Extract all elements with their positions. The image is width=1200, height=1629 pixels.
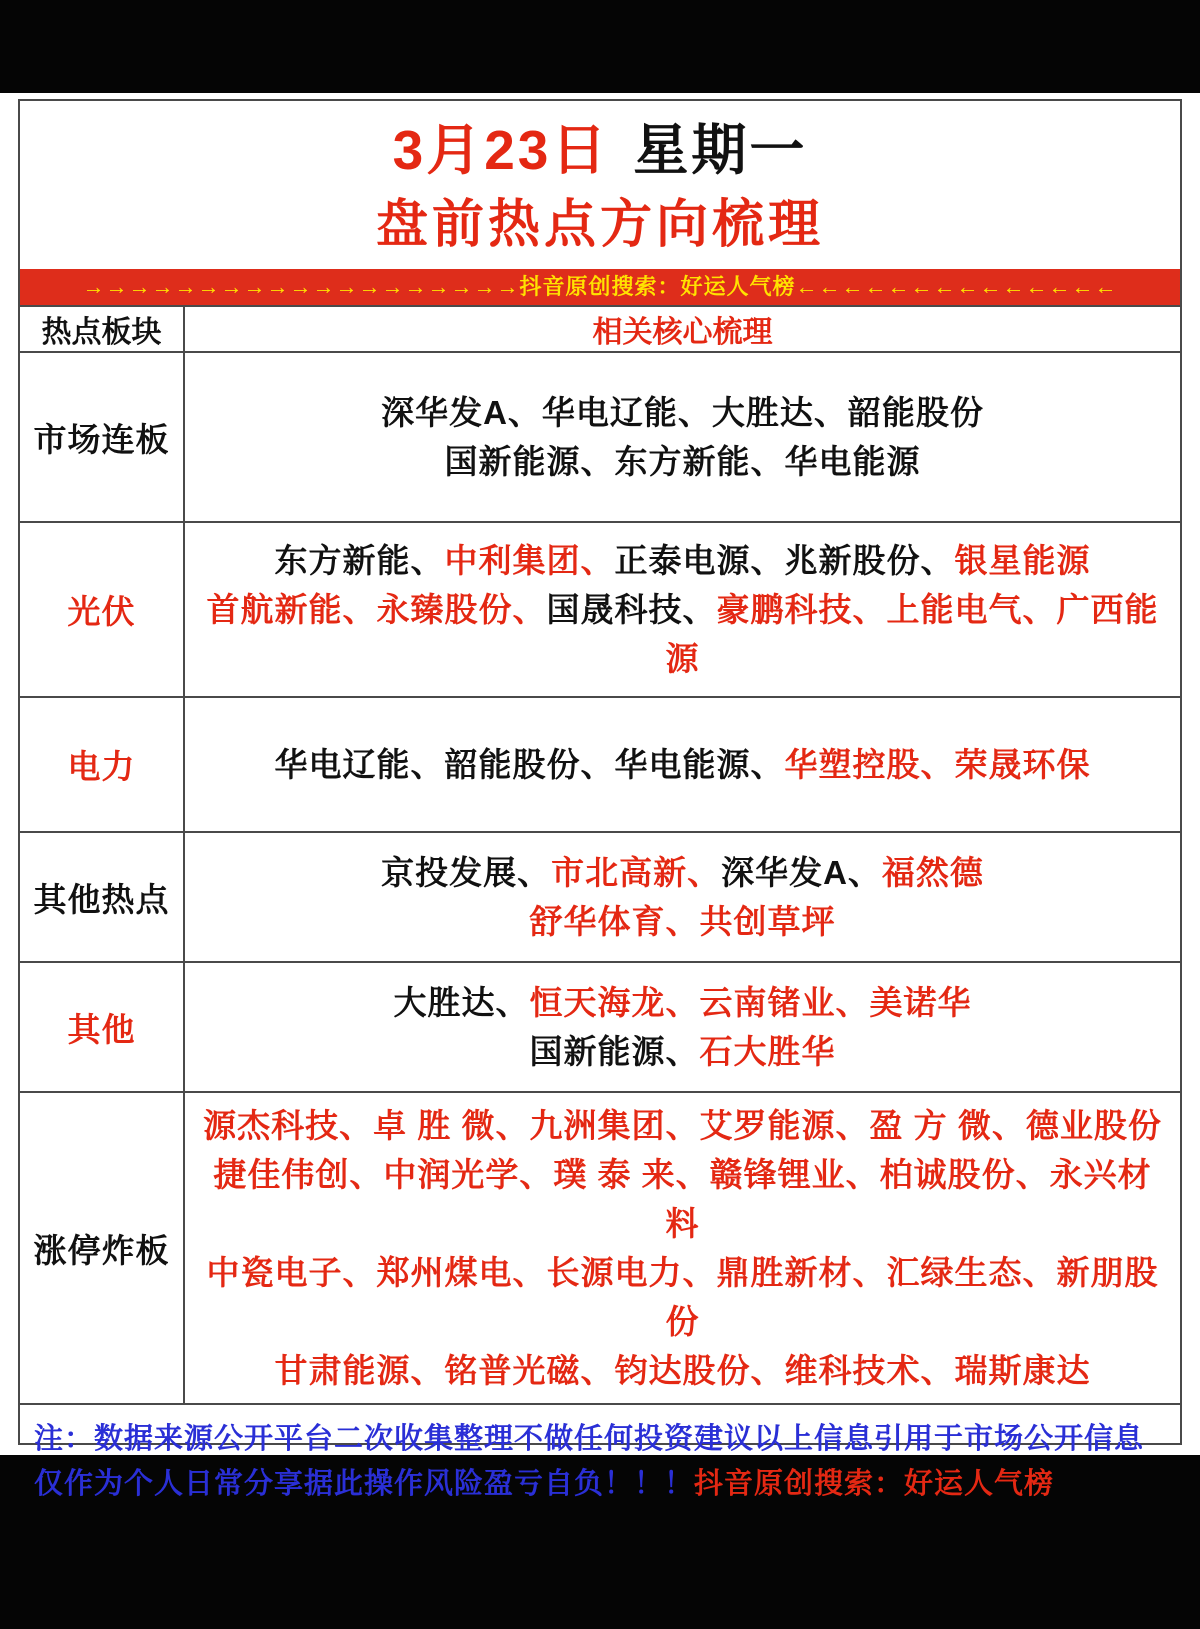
disclaimer-note: [20, 1403, 1180, 1515]
content-line: [381, 848, 984, 897]
content-line: [199, 585, 1166, 683]
table-row: [20, 351, 1180, 521]
stock-names: 京投发展、: [381, 854, 552, 891]
stock-names: 国晟科技、: [546, 591, 717, 628]
stock-names: 大胜达、: [393, 984, 530, 1021]
table-row: [20, 961, 1180, 1091]
banner-right-arrows: ←←←←←←←←←←←←←←: [795, 274, 1118, 299]
table-row: [20, 1091, 1180, 1403]
table-row: [20, 696, 1180, 831]
content-line: [445, 437, 921, 486]
note-segment: 注：数据来源公开平台二次收集整理不做任何投资建议以上信息引用于市场公开信息仅作为个人日常分享据此操作风险盈亏自负！！！: [34, 1423, 1145, 1500]
stock-names: 中利集团、: [444, 542, 615, 579]
content-card: [0, 93, 1200, 1500]
content-line: [394, 978, 972, 1027]
stock-names: 国新能源、东方新能、华电能源: [444, 443, 921, 480]
table-header: [20, 305, 1180, 351]
row-content: [185, 353, 1180, 521]
stock-names: 市北高新、: [551, 854, 722, 891]
title-date: 3月23日: [392, 119, 610, 181]
content-line: [199, 1150, 1166, 1248]
stock-names: 深华发A、华电辽能、大胜达、韶能股份: [381, 394, 984, 431]
row-content: [185, 1093, 1180, 1403]
page-title: [20, 119, 1180, 181]
row-label: 其他热点: [20, 833, 185, 961]
header-summary-col: 相关核心梳理: [592, 316, 773, 349]
row-label: 涨停炸板: [20, 1093, 185, 1403]
banner: [20, 269, 1180, 305]
stock-names: 华塑控股、荣晟环保: [784, 746, 1091, 783]
row-content: [185, 698, 1180, 831]
stock-names: 正泰电源、兆新股份、: [614, 542, 955, 579]
row-label: 电力: [20, 698, 185, 831]
banner-text: 抖音原创搜索：好运人气榜: [519, 274, 796, 299]
stock-names: 福然德: [881, 854, 984, 891]
stock-names: 舒华体育、共创草坪: [529, 903, 836, 940]
table-row: [20, 521, 1180, 696]
stock-names: 石大胜华: [699, 1033, 836, 1070]
stock-names: 源杰科技、卓 胜 微、九洲集团、艾罗能源、盈 方 微、德业股份: [203, 1107, 1162, 1144]
stock-names: 银星能源: [954, 542, 1091, 579]
stock-names: 国新能源、: [529, 1033, 700, 1070]
stock-names: 深华发A、: [721, 854, 882, 891]
row-content: [185, 833, 1180, 961]
row-label: 其他: [20, 963, 185, 1091]
content-line: [381, 388, 984, 437]
content-line: [199, 1248, 1166, 1346]
row-label: 市场连板: [20, 353, 185, 521]
stock-names: 中瓷电子、郑州煤电、长源电力、鼎胜新材、汇绿生态、新朋股份: [206, 1254, 1159, 1340]
note-segment: 抖音原创搜索：好运人气榜: [694, 1468, 1055, 1500]
stock-names: 首航新能、永臻股份、: [206, 591, 547, 628]
page-subtitle: 盘前热点方向梳理: [375, 196, 824, 254]
row-content: [185, 963, 1180, 1091]
stock-names: 东方新能、: [274, 542, 445, 579]
content-line: [275, 1346, 1091, 1395]
stock-names: 甘肃能源、铭普光磁、钧达股份、维科技术、瑞斯康达: [274, 1352, 1091, 1389]
content-line: [275, 536, 1091, 585]
content-line: [530, 897, 836, 946]
content-line: [203, 1101, 1162, 1150]
header-sector-col: 热点板块: [20, 307, 185, 351]
title-block: [20, 101, 1180, 269]
table-frame: [18, 99, 1182, 1500]
stock-names: 捷佳伟创、中润光学、璞 泰 来、赣锋锂业、柏诚股份、永兴材料: [213, 1156, 1152, 1242]
table-body: [20, 351, 1180, 1403]
row-label: 光伏: [20, 523, 185, 696]
banner-left-arrows: →→→→→→→→→→→→→→→→→→→: [82, 274, 520, 299]
row-content: [185, 523, 1180, 696]
stock-names: 恒天海龙、云南锗业、美诺华: [529, 984, 972, 1021]
title-weekday: 星期一: [633, 119, 808, 181]
content-line: [275, 740, 1091, 789]
stock-names: 华电辽能、韶能股份、华电能源、: [274, 746, 785, 783]
table-row: [20, 831, 1180, 961]
content-line: [530, 1027, 836, 1076]
stock-names: 豪鹏科技、上能电气、广西能源: [665, 591, 1159, 677]
